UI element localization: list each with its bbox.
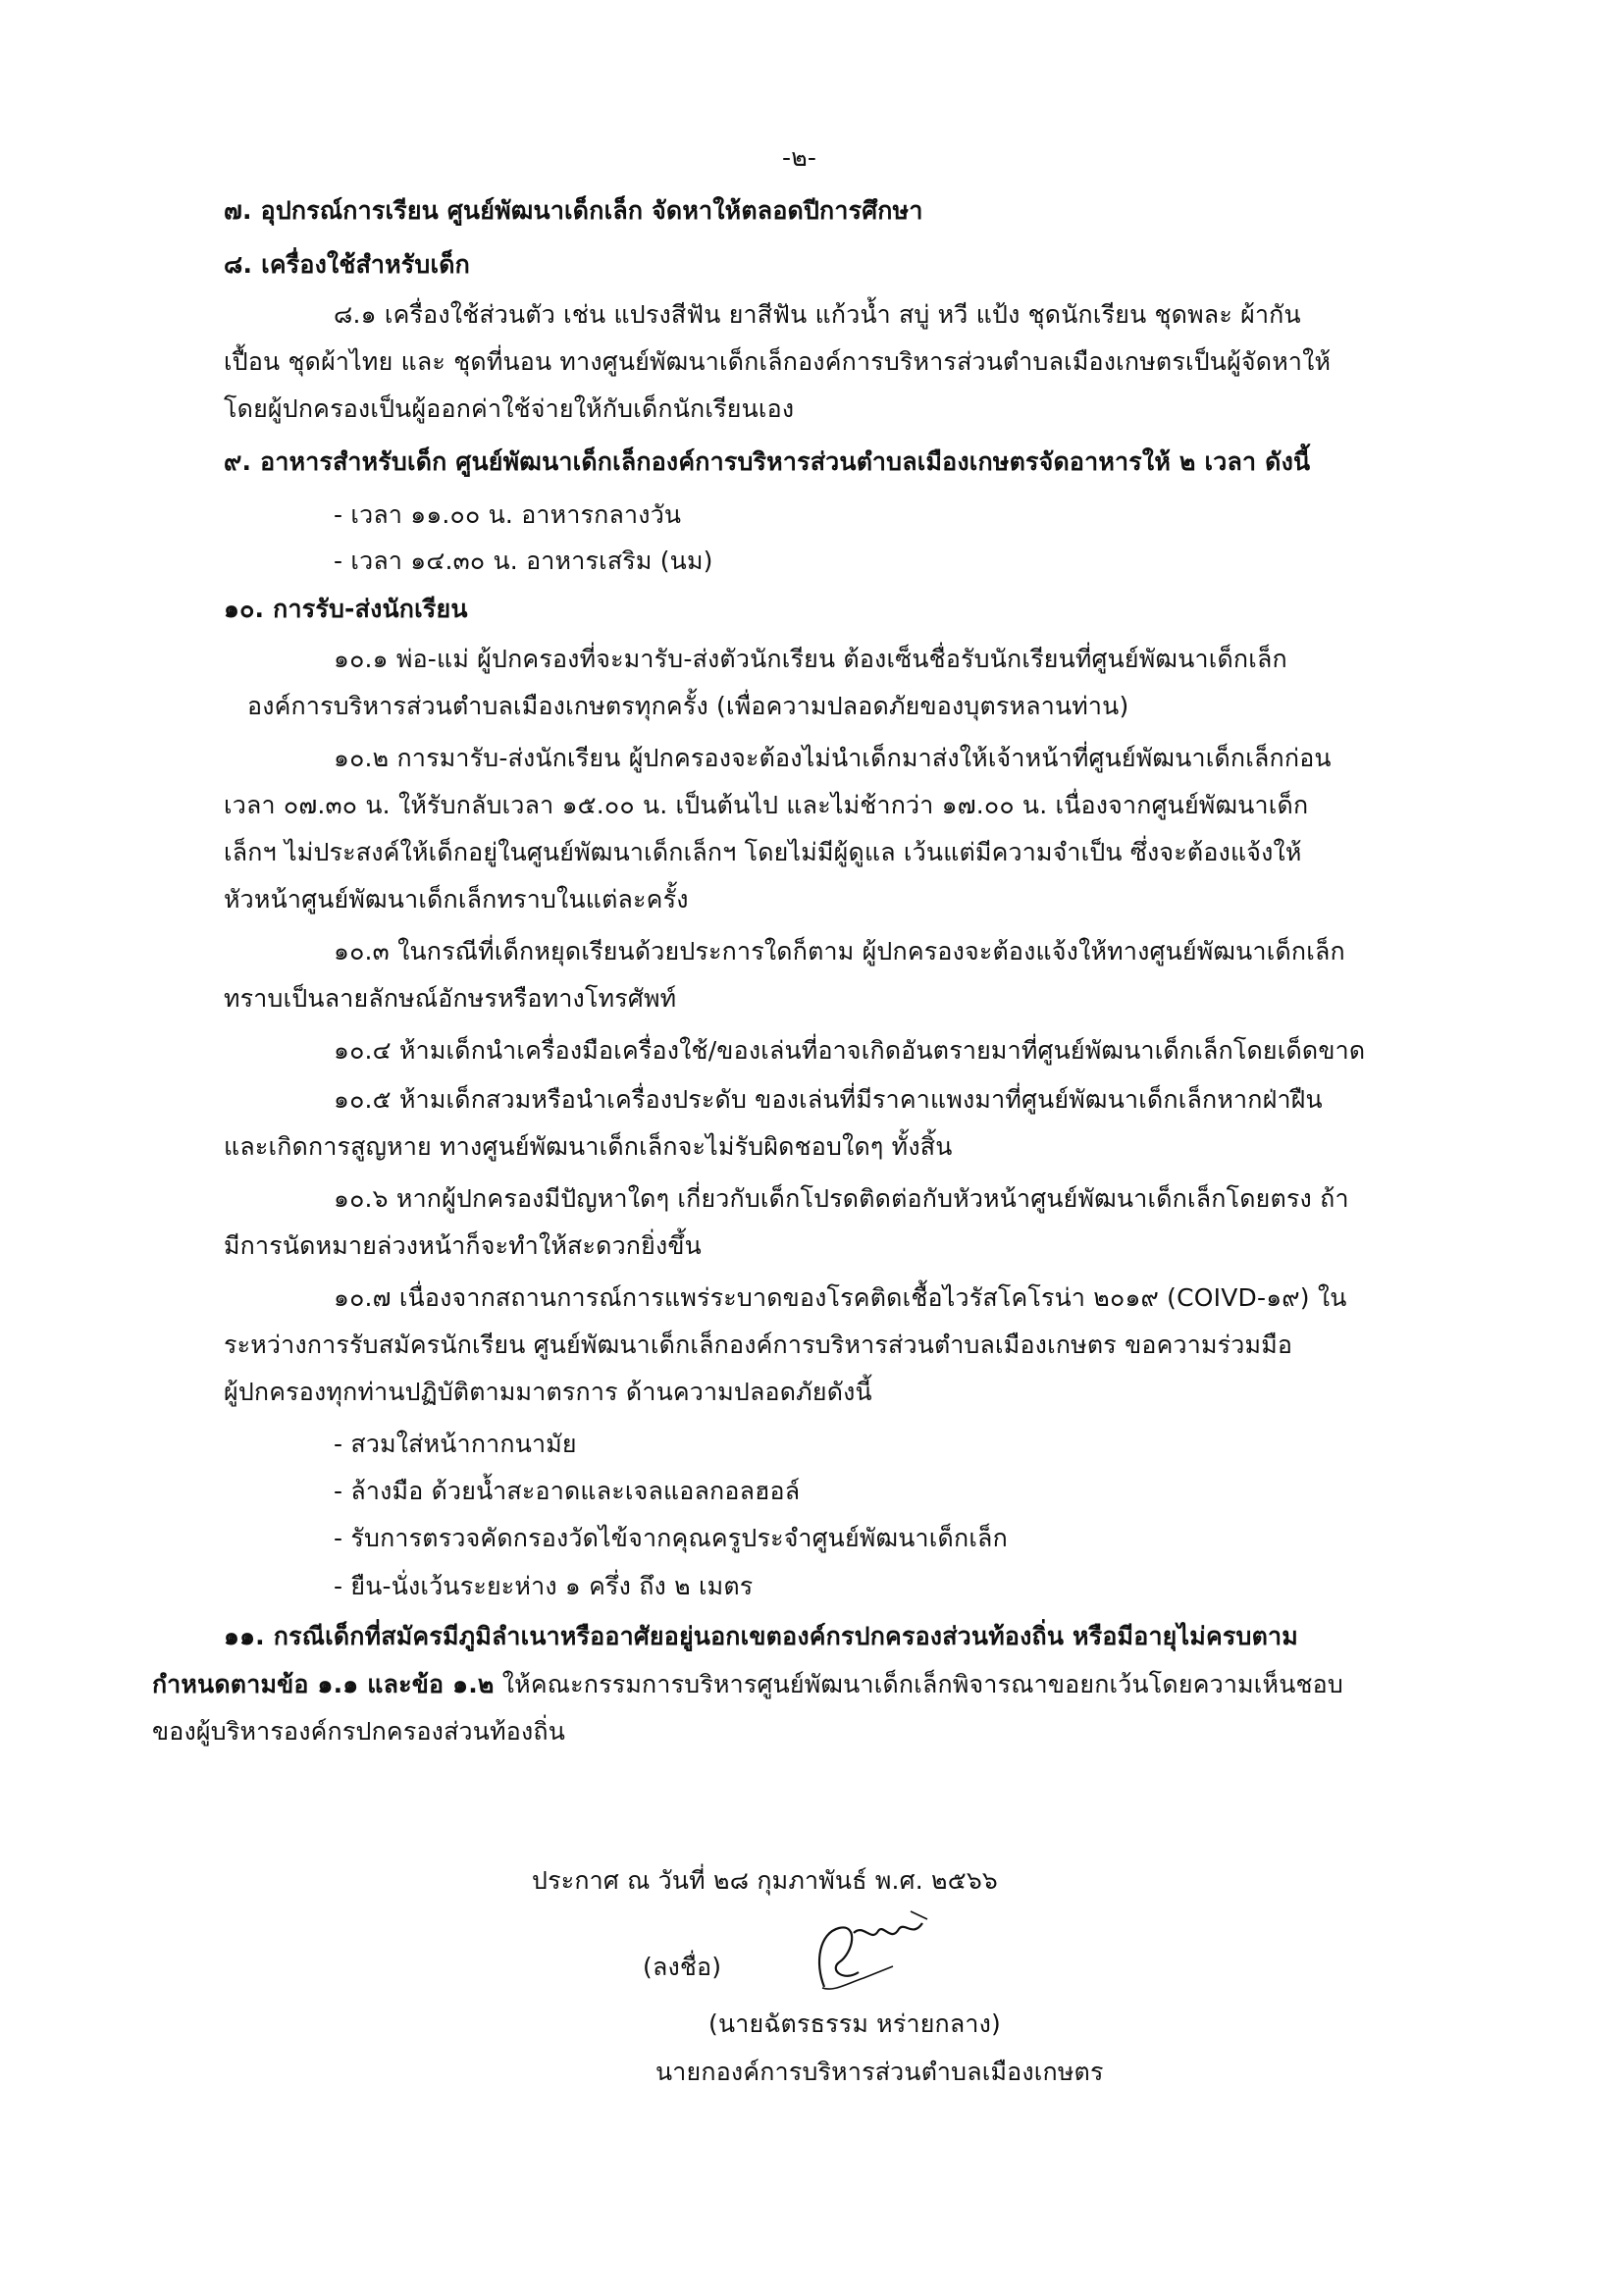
item-11-line2: [152, 1668, 1343, 1701]
item-10-7-line1: ๑๐.๗ เนื่องจากสถานการณ์การแพร่ระบาดของโรคติดเชื้อไวรัสโคโรน่า ๒๐๑๙ (COIVD-๑๙) ใน: [334, 1283, 1347, 1312]
announce-date: ประกาศ ณ วันที่ ๒๘ กุมภาพันธ์ พ.ศ. ๒๕๖๖: [532, 1866, 998, 1895]
item-9-bullet1: - เวลา ๑๑.๐๐ น. อาหารกลางวัน: [334, 500, 682, 529]
item-11-rest: ให้คณะกรรมการบริหารศูนย์พัฒนาเด็กเล็กพิจารณาขอยกเว้นโดยความเห็นชอบ: [494, 1670, 1343, 1698]
item-8-heading: ๘. เครื่องใช้สำหรับเด็ก: [224, 250, 470, 279]
item-7: ๗. อุปกรณ์การเรียน ศูนย์พัฒนาเด็กเล็ก จัดหาให้ตลอดปีการศึกษา: [224, 196, 923, 225]
item-8-1-line2: เปื้อน ชุดผ้าไทย และ ชุดที่นอน ทางศูนย์พัฒนาเด็กเล็กองค์การบริหารส่วนตำบลเมืองเกษตรเป็นผู้จัดหาให้: [224, 347, 1332, 376]
item-10-3-line1: ๑๐.๓ ในกรณีที่เด็กหยุดเรียนด้วยประการใดก็ตาม ผู้ปกครองจะต้องแจ้งให้ทางศูนย์พัฒนาเด็กเล็ก: [334, 937, 1345, 965]
item-10-2-line4: หัวหน้าศูนย์พัฒนาเด็กเล็กทราบในแต่ละครั้ง: [224, 885, 689, 913]
page-number: -๒-: [782, 143, 817, 172]
item-10-6-line1: ๑๐.๖ หากผู้ปกครองมีปัญหาใดๆ เกี่ยวกับเด็กโปรดติดต่อกับหัวหน้าศูนย์พัฒนาเด็กเล็กโดยตรง ถ้า: [334, 1184, 1349, 1213]
item-11-line1: ๑๑. กรณีเด็กที่สมัครมีภูมิลำเนาหรืออาศัยอยู่นอกเขตองค์กรปกครองส่วนท้องถิ่น หรือมีอายุไม่ครบตาม: [224, 1622, 1298, 1650]
item-11-bold-ref: กำหนดตามข้อ ๑.๑ และข้อ ๑.๒: [152, 1670, 495, 1698]
item-10-4: ๑๐.๔ ห้ามเด็กนำเครื่องมือเครื่องใช้/ของเล่นที่อาจเกิดอันตรายมาที่ศูนย์พัฒนาเด็กเล็กโดยเด็ดขาด: [334, 1036, 1366, 1065]
item-10-1-line2: องค์การบริหารส่วนตำบลเมืองเกษตรทุกครั้ง (เพื่อความปลอดภัยของบุตรหลานท่าน): [247, 692, 1129, 720]
signatory-name: (นายฉัตรธรรม หร่ายกลาง): [708, 2009, 1002, 2038]
item-10-3-line2: ทราบเป็นลายลักษณ์อักษรหรือทางโทรศัพท์: [224, 984, 677, 1013]
signatory-position: นายกองค์การบริหารส่วนตำบลเมืองเกษตร: [655, 2058, 1104, 2086]
item-9-bullet2: - เวลา ๑๔.๓๐ น. อาหารเสริม (นม): [334, 547, 713, 575]
item-10-7-line2: ระหว่างการรับสมัครนักเรียน ศูนย์พัฒนาเด็กเล็กองค์การบริหารส่วนตำบลเมืองเกษตร ขอความร่วมมือ: [224, 1331, 1293, 1359]
item-10-6-line2: มีการนัดหมายล่วงหน้าก็จะทำให้สะดวกยิ่งขึ้น: [224, 1231, 702, 1260]
item-10-2-line3: เล็กฯ ไม่ประสงค์ให้เด็กอยู่ในศูนย์พัฒนาเด็กเล็กฯ โดยไม่มีผู้ดูแล เว้นแต่มีความจำเป็น ซึ่งจะต้องแจ้งให้: [224, 838, 1302, 866]
measure-bullet-4: - ยืน-นั่งเว้นระยะห่าง ๑ ครึ่ง ถึง ๒ เมตร: [334, 1572, 754, 1600]
item-10-heading: ๑๐. การรับ-ส่งนักเรียน: [224, 595, 468, 623]
item-10-2-line1: ๑๐.๒ การมารับ-ส่งนักเรียน ผู้ปกครองจะต้องไม่นำเด็กมาส่งให้เจ้าหน้าที่ศูนย์พัฒนาเด็กเล็กก่อน: [334, 744, 1332, 772]
item-8-1-line1: ๘.๑ เครื่องใช้ส่วนตัว เช่น แปรงสีฟัน ยาสีฟัน แก้วน้ำ สบู่ หวี แป้ง ชุดนักเรียน ชุดพละ ผ้ากัน: [334, 300, 1301, 329]
measure-bullet-2: - ล้างมือ ด้วยน้ำสะอาดและเจลแอลกอลฮอล์: [334, 1477, 801, 1505]
item-11-line3: ของผู้บริหารองค์กรปกครองส่วนท้องถิ่น: [152, 1717, 566, 1746]
item-10-2-line2: เวลา ๐๗.๓๐ น. ให้รับกลับเวลา ๑๕.๐๐ น. เป็นต้นไป และไม่ช้ากว่า ๑๗.๐๐ น. เนื่องจากศูนย์พัฒนาเด็ก: [224, 791, 1309, 819]
item-10-1-line1: ๑๐.๑ พ่อ-แม่ ผู้ปกครองที่จะมารับ-ส่งตัวนักเรียน ต้องเซ็นชื่อรับนักเรียนที่ศูนย์พัฒนาเด็กเล็ก: [334, 645, 1287, 673]
item-9-heading: ๙. อาหารสำหรับเด็ก ศูนย์พัฒนาเด็กเล็กองค์การบริหารส่วนตำบลเมืองเกษตรจัดอาหารให้ ๒ เวลา ดังนี้: [224, 447, 1311, 476]
item-10-7-line3: ผู้ปกครองทุกท่านปฏิบัติตามมาตรการ ด้านความปลอดภัยดังนี้: [224, 1378, 872, 1406]
item-10-5-line1: ๑๐.๕ ห้ามเด็กสวมหรือนำเครื่องประดับ ของเล่นที่มีราคาแพงมาที่ศูนย์พัฒนาเด็กเล็กหากฝ่าฝืน: [334, 1085, 1323, 1114]
item-10-5-line2: และเกิดการสูญหาย ทางศูนย์พัฒนาเด็กเล็กจะไม่รับผิดชอบใดๆ ทั้งสิ้น: [224, 1132, 953, 1161]
item-8-1-line3: โดยผู้ปกครองเป็นผู้ออกค่าใช้จ่ายให้กับเด็กนักเรียนเอง: [224, 394, 795, 423]
signed-label: (ลงชื่อ): [643, 1953, 722, 1981]
signature-image: [785, 1894, 962, 2011]
measure-bullet-3: - รับการตรวจคัดกรองวัดไข้จากคุณครูประจำศูนย์พัฒนาเด็กเล็ก: [334, 1524, 1008, 1552]
measure-bullet-1: - สวมใส่หน้ากากนามัย: [334, 1430, 577, 1458]
